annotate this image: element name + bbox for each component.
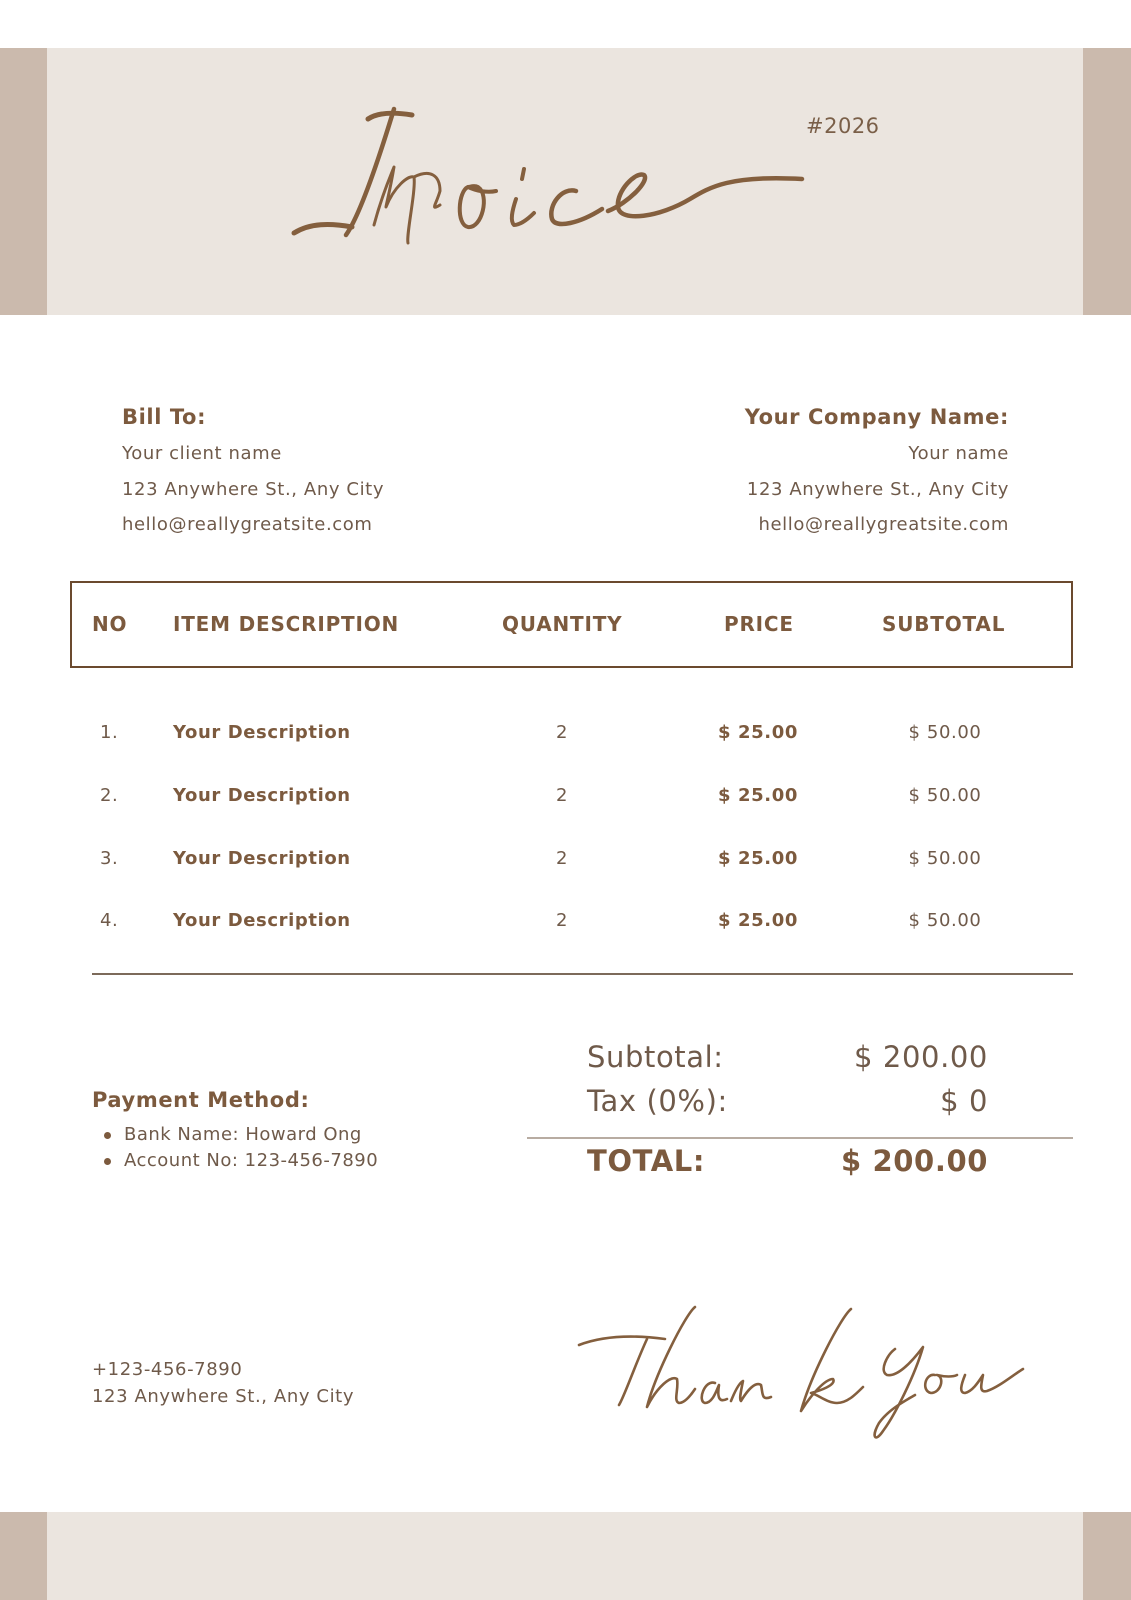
subtotal-label: Subtotal:	[587, 1040, 724, 1074]
total-label: TOTAL:	[587, 1144, 706, 1178]
row-subtotal: $ 50.00	[908, 785, 982, 806]
payment-method-list	[92, 1122, 378, 1174]
row-description: Your Description	[173, 785, 351, 806]
footer-phone: +123-456-7890	[92, 1359, 243, 1380]
totals-divider	[527, 1137, 1073, 1139]
payment-bank-name-text: Bank Name: Howard Ong	[124, 1124, 362, 1145]
row-quantity: 2	[555, 785, 569, 806]
client-address: 123 Anywhere St., Any City	[122, 478, 385, 500]
row-number: 4.	[100, 910, 119, 931]
table-bottom-divider	[92, 973, 1073, 975]
header-right-accent-bar	[1083, 48, 1131, 315]
company-label: Your Company Name:	[744, 405, 1009, 429]
bill-to-label: Bill To:	[122, 405, 207, 429]
row-number: 3.	[100, 848, 119, 869]
footer-band	[0, 1512, 1131, 1600]
subtotal-value: $ 200.00	[854, 1040, 988, 1074]
bullet-icon	[104, 1158, 111, 1165]
row-description: Your Description	[173, 910, 351, 931]
payment-method-block	[92, 1082, 378, 1174]
payment-account-no	[92, 1148, 378, 1174]
tax-label: Tax (0%):	[587, 1084, 728, 1118]
company-email: hello@reallygreatsite.com	[758, 514, 1009, 535]
row-price: $ 25.00	[718, 848, 798, 869]
column-header-no: NO	[92, 612, 128, 636]
invoice-script-title	[290, 95, 830, 265]
client-name: Your client name	[122, 443, 282, 464]
row-price: $ 25.00	[718, 910, 798, 931]
payment-method-label: Payment Method:	[92, 1088, 310, 1112]
bullet-icon	[104, 1132, 111, 1139]
column-header-quantity: QUANTITY	[502, 612, 623, 636]
bill-to-block	[122, 404, 384, 543]
row-quantity: 2	[555, 848, 569, 869]
column-header-description: ITEM DESCRIPTION	[173, 612, 400, 636]
row-quantity: 2	[555, 722, 569, 743]
row-subtotal: $ 50.00	[908, 848, 982, 869]
table-row	[0, 906, 1131, 936]
thank-you-script	[575, 1305, 1045, 1445]
column-header-price: PRICE	[724, 612, 794, 636]
row-description: Your Description	[173, 722, 351, 743]
header-left-accent-bar	[0, 48, 47, 315]
client-email: hello@reallygreatsite.com	[122, 514, 373, 535]
company-address: 123 Anywhere St., Any City	[746, 478, 1009, 500]
row-number: 2.	[100, 785, 119, 806]
company-contact-name: Your name	[908, 443, 1009, 464]
row-price: $ 25.00	[718, 722, 798, 743]
footer-contact	[92, 1356, 354, 1410]
row-quantity: 2	[555, 910, 569, 931]
company-block	[745, 404, 1009, 543]
payment-bank-name	[92, 1122, 378, 1148]
payment-account-no-text: Account No: 123-456-7890	[124, 1150, 379, 1171]
footer-address: 123 Anywhere St., Any City	[92, 1386, 355, 1407]
row-description: Your Description	[173, 848, 351, 869]
footer-right-accent-bar	[1083, 1512, 1131, 1600]
table-row	[0, 718, 1131, 748]
row-price: $ 25.00	[718, 785, 798, 806]
column-header-subtotal: SUBTOTAL	[882, 612, 1006, 636]
invoice-number: #2026	[806, 114, 880, 138]
tax-value: $ 0	[940, 1084, 988, 1118]
footer-left-accent-bar	[0, 1512, 47, 1600]
row-subtotal: $ 50.00	[908, 910, 982, 931]
table-header	[70, 581, 1073, 668]
row-subtotal: $ 50.00	[908, 722, 982, 743]
table-row	[0, 844, 1131, 874]
total-value: $ 200.00	[841, 1144, 988, 1178]
table-row	[0, 781, 1131, 811]
row-number: 1.	[100, 722, 119, 743]
